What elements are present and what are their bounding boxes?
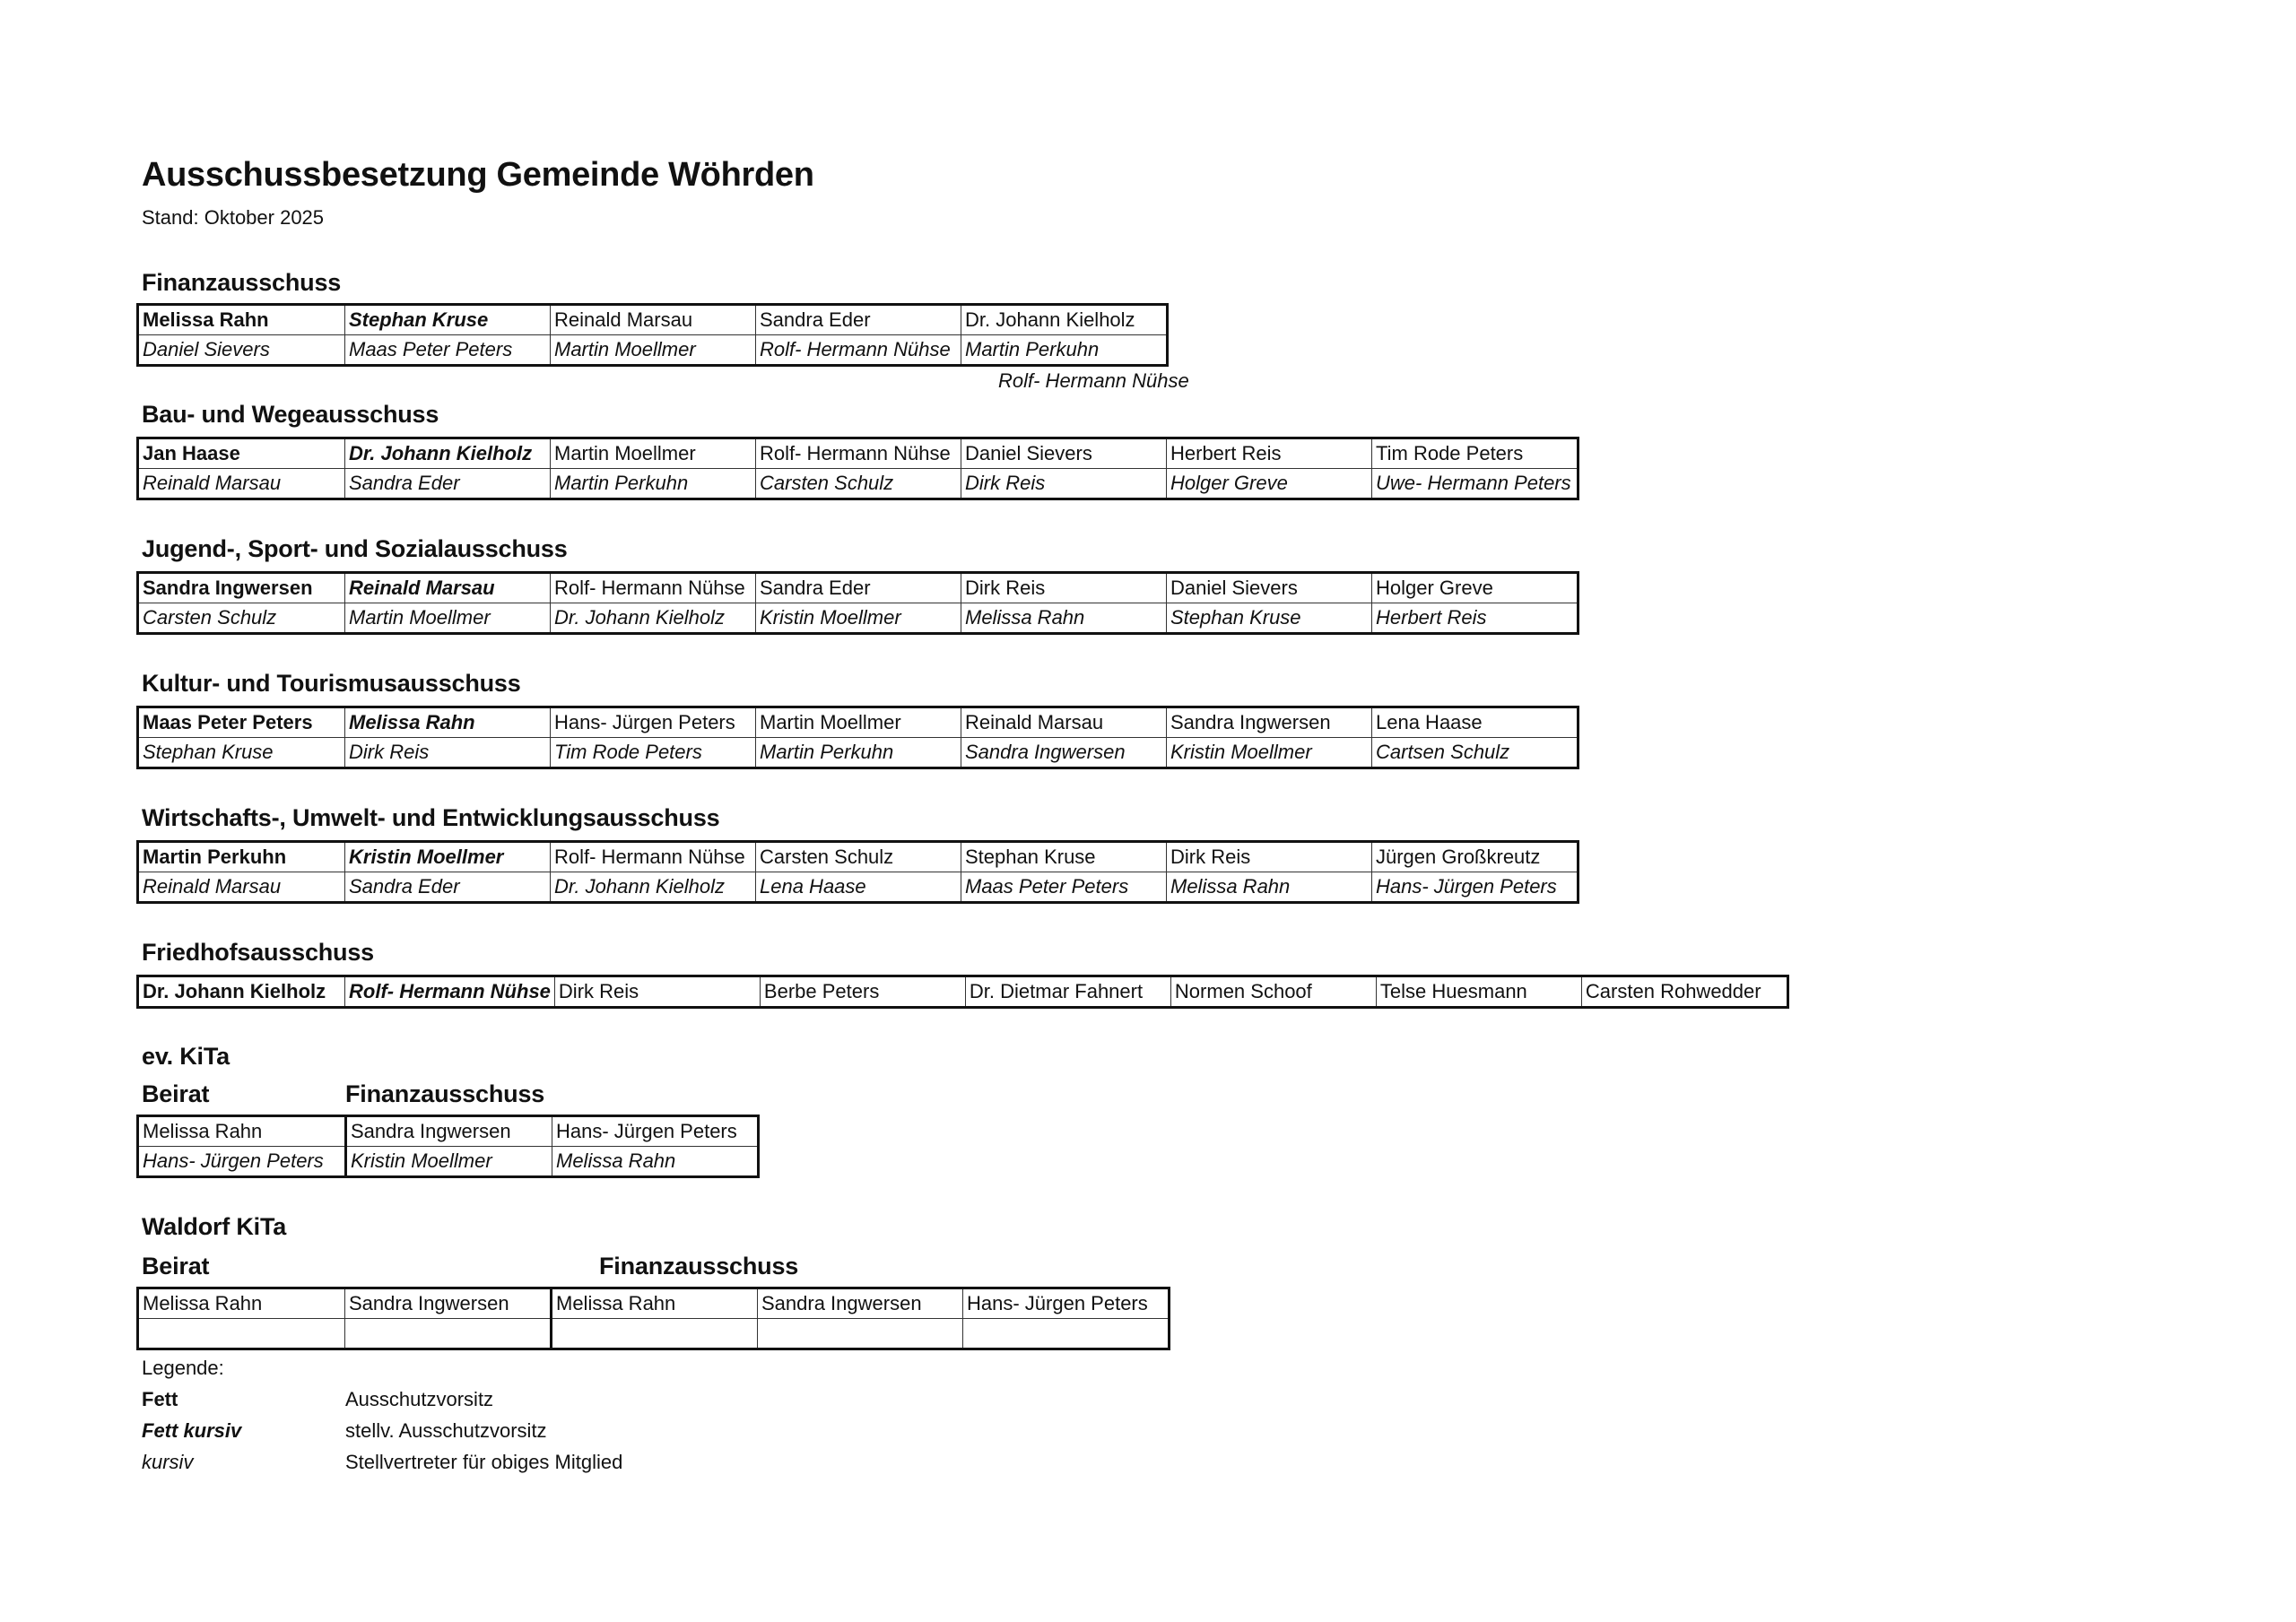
table-cell: Sandra Ingwersen <box>1167 707 1372 738</box>
legend-key-bold-italic: Fett kursiv <box>142 1419 242 1442</box>
table-cell: Rolf- Hermann Nühse <box>551 573 756 603</box>
table-cell: Carsten Schulz <box>756 469 961 499</box>
table-cell: Kristin Moellmer <box>756 603 961 634</box>
table-cell: Dr. Johann Kielholz <box>551 872 756 903</box>
evkita-heading: ev. KiTa <box>142 1043 230 1070</box>
table-cell: Rolf- Hermann Nühse <box>345 976 555 1008</box>
table-cell: Dirk Reis <box>961 469 1167 499</box>
table-cell: Holger Greve <box>1372 573 1578 603</box>
table-cell: Martin Moellmer <box>551 438 756 469</box>
table-cell: Reinald Marsau <box>138 469 345 499</box>
table-cell <box>552 1319 758 1349</box>
table-cell: Herbert Reis <box>1372 603 1578 634</box>
table-cell: Reinald Marsau <box>961 707 1167 738</box>
table-cell: Maas Peter Peters <box>345 335 551 366</box>
table-row <box>138 1116 759 1147</box>
table-cell: Herbert Reis <box>1167 438 1372 469</box>
table-cell: Martin Perkuhn <box>961 335 1168 366</box>
table-cell: Martin Moellmer <box>345 603 551 634</box>
table-cell: Melissa Rahn <box>345 707 551 738</box>
table-cell: Melissa Rahn <box>1167 872 1372 903</box>
finanz-extra-substitute: Rolf- Hermann Nühse <box>998 369 1189 392</box>
table-cell: Stephan Kruse <box>1167 603 1372 634</box>
wirtschaft-table <box>136 840 1579 904</box>
table-cell: Rolf- Hermann Nühse <box>551 842 756 872</box>
table-cell: Melissa Rahn <box>138 305 345 335</box>
finanz-heading: Finanzausschuss <box>142 269 342 296</box>
table-row <box>138 842 1578 872</box>
table-cell: Dr. Johann Kielholz <box>138 976 345 1008</box>
table-cell: Tim Rode Peters <box>1372 438 1578 469</box>
table-cell: Normen Schoof <box>1170 976 1376 1008</box>
evkita-table <box>136 1115 760 1178</box>
table-cell: Melissa Rahn <box>961 603 1167 634</box>
legend-key-bold: Fett <box>142 1388 178 1410</box>
jugend-table <box>136 571 1579 635</box>
table-cell: Melissa Rahn <box>552 1147 759 1177</box>
table-cell: Martin Moellmer <box>756 707 961 738</box>
table-cell: Lena Haase <box>1372 707 1578 738</box>
table-cell: Sandra Eder <box>756 573 961 603</box>
table-cell: Hans- Jürgen Peters <box>138 1147 346 1177</box>
table-cell: Sandra Ingwersen <box>961 738 1167 768</box>
waldorf-finanz-label: Finanzausschuss <box>599 1253 799 1279</box>
table-cell: Sandra Eder <box>345 872 551 903</box>
table-cell: Stephan Kruse <box>961 842 1167 872</box>
table-cell: Daniel Sievers <box>1167 573 1372 603</box>
legend-desc-bold-italic: stellv. Ausschutzvorsitz <box>345 1419 547 1442</box>
waldorf-heading: Waldorf KiTa <box>142 1213 287 1240</box>
table-cell: Reinald Marsau <box>138 872 345 903</box>
table-cell: Uwe- Hermann Peters <box>1372 469 1578 499</box>
table-cell: Dr. Dietmar Fahnert <box>965 976 1170 1008</box>
table-cell: Tim Rode Peters <box>551 738 756 768</box>
table-cell <box>963 1319 1170 1349</box>
table-cell: Sandra Ingwersen <box>345 1288 552 1319</box>
bau-heading: Bau- und Wegeausschuss <box>142 401 439 428</box>
table-row <box>138 1319 1170 1349</box>
status-date: Stand: Oktober 2025 <box>142 206 325 229</box>
table-cell: Sandra Eder <box>756 305 961 335</box>
table-row <box>138 707 1578 738</box>
table-cell: Hans- Jürgen Peters <box>963 1288 1170 1319</box>
table-cell: Martin Perkuhn <box>138 842 345 872</box>
kultur-table <box>136 706 1579 769</box>
table-cell: Daniel Sievers <box>961 438 1167 469</box>
table-cell: Reinald Marsau <box>345 573 551 603</box>
bau-table <box>136 437 1579 500</box>
wirtschaft-heading: Wirtschafts-, Umwelt- und Entwicklungsausschuss <box>142 804 720 831</box>
friedhof-heading: Friedhofsausschuss <box>142 939 374 966</box>
table-cell: Hans- Jürgen Peters <box>1372 872 1578 903</box>
table-row <box>138 438 1578 469</box>
legend-desc-italic: Stellvertreter für obiges Mitglied <box>345 1451 623 1473</box>
table-cell: Rolf- Hermann Nühse <box>756 438 961 469</box>
friedhof-table <box>136 975 1789 1009</box>
table-cell: Rolf- Hermann Nühse <box>756 335 961 366</box>
table-cell: Reinald Marsau <box>551 305 756 335</box>
table-cell: Holger Greve <box>1167 469 1372 499</box>
table-row <box>138 335 1168 366</box>
table-row <box>138 603 1578 634</box>
table-cell: Melissa Rahn <box>138 1288 345 1319</box>
table-cell: Martin Perkuhn <box>756 738 961 768</box>
kultur-heading: Kultur- und Tourismusausschuss <box>142 670 521 697</box>
legend-desc-bold: Ausschutzvorsitz <box>345 1388 494 1410</box>
table-cell: Sandra Eder <box>345 469 551 499</box>
table-cell: Maas Peter Peters <box>961 872 1167 903</box>
waldorf-table <box>136 1287 1170 1350</box>
table-cell: Sandra Ingwersen <box>758 1288 963 1319</box>
table-cell: Hans- Jürgen Peters <box>551 707 756 738</box>
table-cell: Martin Perkuhn <box>551 469 756 499</box>
table-row <box>138 738 1578 768</box>
table-cell: Berbe Peters <box>760 976 965 1008</box>
table-cell: Melissa Rahn <box>138 1116 346 1147</box>
table-cell: Carsten Schulz <box>756 842 961 872</box>
table-cell: Dirk Reis <box>345 738 551 768</box>
table-row <box>138 573 1578 603</box>
table-row <box>138 872 1578 903</box>
table-cell: Cartsen Schulz <box>1372 738 1578 768</box>
evkita-finanz-label: Finanzausschuss <box>345 1080 545 1107</box>
table-cell: Stephan Kruse <box>138 738 345 768</box>
legend-key-italic: kursiv <box>142 1451 194 1473</box>
table-row <box>138 305 1168 335</box>
table-cell: Sandra Ingwersen <box>346 1116 552 1147</box>
legend-label: Legende: <box>142 1357 224 1379</box>
waldorf-beirat-label: Beirat <box>142 1253 210 1279</box>
jugend-heading: Jugend-, Sport- und Sozialausschuss <box>142 535 568 562</box>
table-cell <box>758 1319 963 1349</box>
table-cell: Carsten Rohwedder <box>1581 976 1787 1008</box>
table-cell: Dirk Reis <box>1167 842 1372 872</box>
table-row <box>138 1147 759 1177</box>
table-cell: Jan Haase <box>138 438 345 469</box>
table-cell: Dirk Reis <box>554 976 760 1008</box>
table-cell: Lena Haase <box>756 872 961 903</box>
table-row <box>138 469 1578 499</box>
table-cell: Dr. Johann Kielholz <box>961 305 1168 335</box>
table-cell: Daniel Sievers <box>138 335 345 366</box>
table-cell: Carsten Schulz <box>138 603 345 634</box>
table-cell: Maas Peter Peters <box>138 707 345 738</box>
table-cell: Dr. Johann Kielholz <box>551 603 756 634</box>
finanz-table <box>136 303 1169 367</box>
table-cell: Martin Moellmer <box>551 335 756 366</box>
table-cell: Dirk Reis <box>961 573 1167 603</box>
table-cell: Telse Huesmann <box>1376 976 1581 1008</box>
table-cell: Jürgen Großkreutz <box>1372 842 1578 872</box>
evkita-beirat-label: Beirat <box>142 1080 210 1107</box>
table-cell: Kristin Moellmer <box>1167 738 1372 768</box>
table-cell <box>345 1319 552 1349</box>
table-cell: Hans- Jürgen Peters <box>552 1116 759 1147</box>
table-cell: Kristin Moellmer <box>345 842 551 872</box>
page-title: Ausschussbesetzung Gemeinde Wöhrden <box>142 156 814 194</box>
table-cell: Dr. Johann Kielholz <box>345 438 551 469</box>
table-cell: Kristin Moellmer <box>346 1147 552 1177</box>
table-cell: Sandra Ingwersen <box>138 573 345 603</box>
table-row <box>138 1288 1170 1319</box>
table-cell: Stephan Kruse <box>345 305 551 335</box>
table-cell <box>138 1319 345 1349</box>
table-row <box>138 976 1788 1008</box>
table-cell: Melissa Rahn <box>552 1288 758 1319</box>
